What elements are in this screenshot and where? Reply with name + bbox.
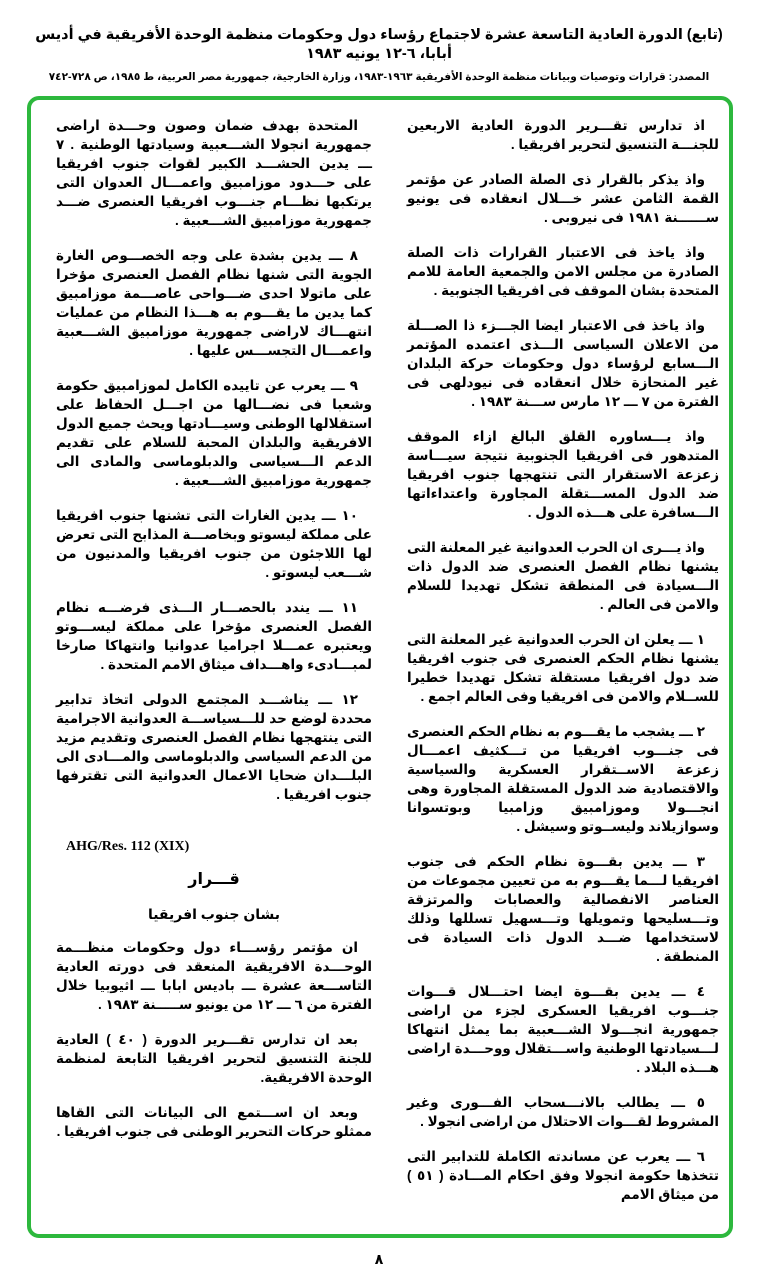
resolution-paragraph: بعد ان تدارس تقـــرير الدورة ( ٤٠ ) العادية للجنة التنسيق لتحرير افريقيا التابعة لمنظمة الوحدة الافريقية. [56,1032,372,1085]
operative-paragraph: ١٠ ـــ يدين الغارات التى تشنها جنوب افريقيا على مملكة ليسوتو وبخاصـــة المذابح التى تعرض لها اللاجئون من جنوب افريقيا والمدنيون من شـــعب ليسوتو . [56,508,372,580]
operative-paragraph: ٥ ـــ يطالب بالانـــسحاب الفـــورى وغير المشروط لقـــوات الاحتلال من اراضى انجولا . [407,1095,719,1129]
operative-paragraph: ٣ ـــ يدين بقـــوة نظام الحكم فى جنوب افريقيا لـــما يقـــوم به من تعيين مجموعات من العناصر الانفصالية والعصابات والمرتزقة وتـــسليحها وتمويلها وتـــسهيل تسللها وذلك لاستخدامها ضـــد الدول ذات السيادة فى المنطقة . [407,854,719,964]
preamble-paragraph: واذ يـــرى ان الحرب العدوانية غير المعلنة التى يشنها نظام الفصل العنصرى ضد الدول ذات الـــسيادة فى المنطقة تشكل تهديدا للسلام والامن فى العالم . [407,540,719,612]
page-frame [27,96,733,1238]
operative-paragraph: ٨ ـــ يدين بشدة على وجه الخصـــوص الغارة الجوية التى شنها نظام الفصل العنصرى مؤخرا على ماتولا احدى ضـــواحى عاصـــمة موزامبيق كما يدين ما يقـــوم به هـــذا النظام من عمليات انتهـــاك لاراضى جمهورية موزامبيق الشـــعبية واعمـــال التجســـس عليها . [56,248,372,358]
document-title: (تابع) الدورة العادية التاسعة عشرة لاجتماع رؤساء دول وحكومات منظمة الوحدة الأفريقية في أديس أبابا، ٦-١٢ يونيه ١٩٨٣ [35,27,723,62]
resolution-paragraph: وبعد ان اســـتمع الى البيانات التى القاها ممثلو حركات التحرير الوطنى فى جنوب افريقيا . [56,1105,372,1139]
operative-paragraph: ٢ ـــ يشجب ما يقـــوم به نظام الحكم العنصرى فى جنـــوب افريقيا من تـــكثيف اعمـــال زعزعة الاســتقرار العسكرية والسياسية والاقتصادية ضد الدول المستقلة المجاورة وهى انجـــولا وموزامبيق وزامبيا وبوتسوانا وسوازيلاند وليســوتو وسيشل . [407,724,719,834]
preamble-paragraph: واذ ياخذ فى الاعتبار القرارات ذات الصلة الصادرة من مجلس الامن والجمعية العامة للامم المتحدة بشان الموقف فى افريقيا الجنوبية . [407,245,719,298]
operative-paragraph: ١ ـــ يعلن ان الحرب العدوانية غير المعلنة التى يشنها نظام الحكم العنصرى فى جنوب افريقيا ضد دول افريقيا مستقلة تشكل تهديدا خطيرا للســلام والامن فى افريقيا وفى العالم اجمع . [407,632,719,704]
source-citation: المصدر: قرارات وتوصيات وبيانات منظمة الوحدة الأفريقية ١٩٦٣-١٩٨٣، وزارة الخارجية، جمهورية مصر العربية، ط ١٩٨٥، ص ٧٢٨-٧٤٢ [48,71,710,83]
operative-paragraph: ٦ ـــ يعرب عن مساندته الكاملة للتدابير التى تتخذها حكومة انجولا وفق احكام المـــادة ( ٥١ ) من ميثاق الامم [407,1149,720,1202]
right-column [407,116,719,1220]
operative-paragraph: المتحدة بهدف ضمان وصون وحـــدة اراضى جمهورية انجولا الشـــعبية وسيادتها الوطنية . ٧ ـــ يدين الحشـــد الكبير لقوات جنوب افريقيا على حـــدود موزامبيق واعمـــال العدوان التى يرتكبها نظـــام جنـــوب افريقيا العنصرى ضـــد جمهورية موزامبيق الشـــعبية . [56,118,372,228]
operative-paragraph: ٤ ـــ يدين بقـــوة ايضا احتـــلال قـــوات جنـــوب افريقيا العسكرى لجزء من اراضى جمهورية انجـــولا الشـــعبية بما يمثل انتهاكا لـــسيادتها الوطنية واســـتقلال ووحـــدة اراضى هـــذه البلاد . [407,984,719,1075]
resolution-reference: AHG/Res. 112 (XIX) [66,839,190,854]
operative-paragraph: ١٢ ـــ يناشـــد المجتمع الدولى اتخاذ تدابير محددة لوضع حد للـــسياســـة العدوانية الاجرامية التى ينتهجها نظام الفصل العنصرى وتقديم مزيد من الدعم السياسى والدبلوماسى والمـــادى الى البلـــدان ضحايا الاعمال العدوانية التى تقترفها جنوب افريقيا . [56,692,372,802]
page-header [0,0,758,84]
preamble-paragraph: واذ ياخذ فى الاعتبار ايضا الجـــزء ذا الصـــلة من الاعلان السياسى الـــذى اعتمده المؤتمر الـــسابع لرؤساء دول وحكومات حركة البلدان غير المنحازة خلال انعقاده فى نيودلهى فى الفترة من ٧ ـــ ١٢ مارس ســـنة ١٩٨٣ . [407,318,719,409]
operative-paragraph: ١١ ـــ يندد بالحصـــار الـــذى فرضـــه نظام الفصل العنصرى مؤخرا على مملكة ليســـوتو ويعتبره عمـــلا اجراميا عدوانيا وانتهاكا صارخا لمبـــادىء واهـــداف ميثاق الامم المتحدة . [56,600,372,672]
resolution-heading: قـــرار [188,871,240,888]
preamble-paragraph: واذ يـــساوره القلق البالغ ازاء الموقف المتدهور فى افريقيا الجنوبية نتيجة سيـــاسة زعزعة الاستقرار التى تنتهجها جنوب افريقيا ضد الدول المســـتقلة المجاورة واعتداءاتها الـــسافرة على هـــذه الدول . [407,429,719,520]
operative-paragraph: ٩ ـــ يعرب عن تاييده الكامل لموزامبيق حكومة وشعبا فى نضـــالها من اجـــل الحفاظ على استقلالها الوطنى وسيـــادتها ويحث جميع الدول الافريقية والبلدان المحبة للسلام على تقديم الدعم الـــسياسى والدبلوماسى والمادى الى جمهورية موزامبيق الشـــعبية . [56,378,372,488]
resolution-paragraph: ان مؤتمر رؤســـاء دول وحكومات منظـــمة الوحـــدة الافريقية المنعقد فى دورته العادية التاســـعة عشرة ـــ باديس ابابا ـــ اثيوبيا خلال الفترة من ٦ ـــ ١٢ من يونيو ســـــنة ١٩٨٣ . [56,940,372,1012]
preamble-paragraph: اذ تدارس تقـــرير الدورة العادية الاربعين للجنـــة التنسيق لتحرير افريقيا . [407,118,719,152]
left-column [56,116,372,1220]
preamble-paragraph: واذ يذكر بالقرار ذى الصلة الصادر عن مؤتمر القمة الثامن عشر خـــلال انعقاده فى يونيو ســــــنة ١٩٨١ فى نيروبى . [407,172,719,225]
page-number: ٨ [374,1251,384,1267]
resolution-subject: بشان جنوب افريقيا [147,906,281,922]
